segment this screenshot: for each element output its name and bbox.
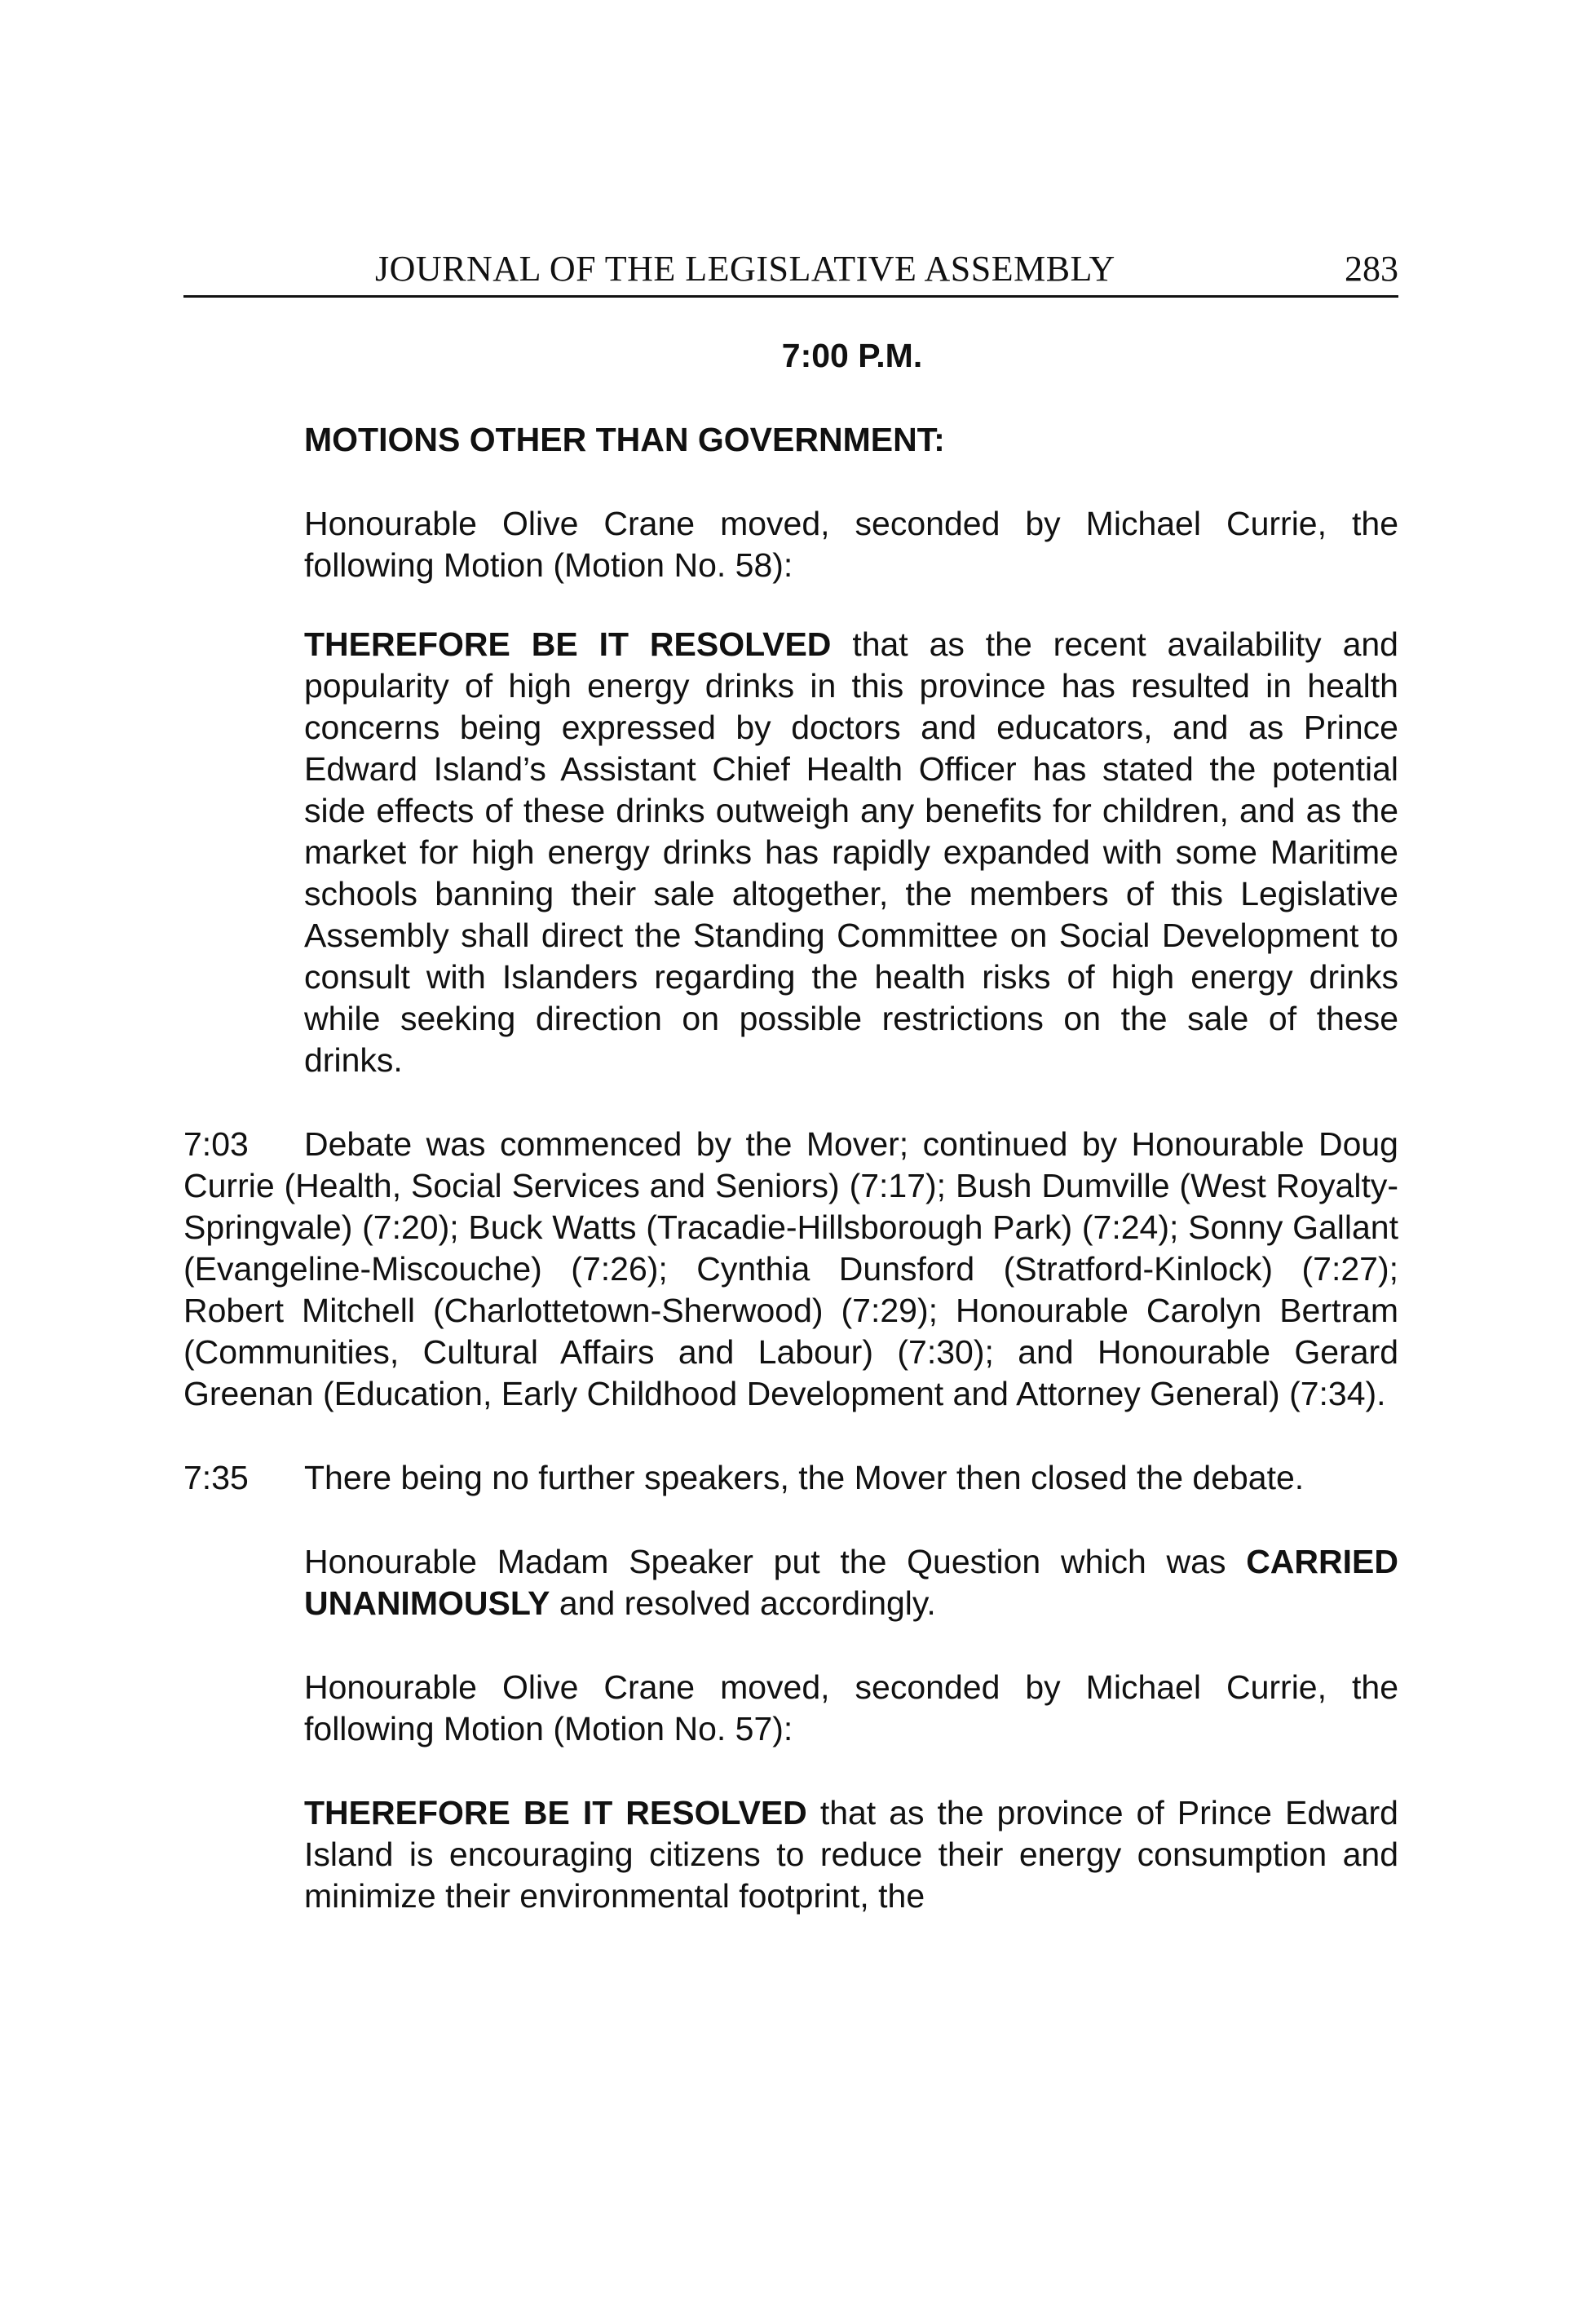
motion-58-resolved-text: that as the recent availability and popularity of high energy drinks in this province has resulted in health concerns being expressed by doctors and educators, and as Prince Edward Island’s Assistant Chief Health Officer has stated the potential side effects of these drinks outweigh any benefits for children, and as the market for high energy drinks has rapidly expanded with some Maritime schools banning their sale altogether, the members of this Legislative Assembly shall direct the Standing Committee on Social Development to consult with Islanders regarding the health risks of high energy drinks while seeking direction on possible restrictions on the sale of these drinks. — [304, 625, 1398, 1079]
motion-57-resolved-text: that as the province of Prince Edward Island is encouraging citizens to reduce their energy consumption and minimize their environmental footprint, the — [304, 1794, 1398, 1915]
motion-58-intro: Honourable Olive Crane moved, seconded by Michael Currie, the following Motion (Motion No. 58): — [304, 505, 1398, 584]
journal-content — [183, 335, 1398, 1917]
question-after: and resolved accordingly. — [550, 1584, 936, 1622]
motion-57-resolved-label: THEREFORE BE IT RESOLVED — [304, 1794, 807, 1831]
debate-entry — [183, 1124, 1398, 1415]
motion-57-intro: Honourable Olive Crane moved, seconded by Michael Currie, the following Motion (Motion No. 57): — [304, 1668, 1398, 1747]
closing-time: 7:35 — [183, 1459, 249, 1496]
section-heading: MOTIONS OTHER THAN GOVERNMENT: — [304, 421, 945, 458]
motion-58-resolution — [304, 624, 1398, 1081]
journal-page — [183, 245, 1398, 1917]
closing-entry — [183, 1457, 1398, 1499]
motion-58-resolved-label: THEREFORE BE IT RESOLVED — [304, 625, 832, 663]
debate-text: Debate was commenced by the Mover; continued by Honourable Doug Currie (Health, Social Services and Seniors) (7:17); Bush Dumville (West Royalty-Springvale) (7:20); Buck Watts (Tracadie-Hillsborough Park) (7:24); Sonny Gallant (Evangeline-Miscouche) (7:26); Cynthia Dunsford (Stratford-Kinlock) (7:27); Robert Mitchell (Charlottetown-Sherwood) (7:29); Honourable Carolyn Bertram (Communities, Cultural Affairs and Labour) (7:30); and Honourable Gerard Greenan (Education, Early Childhood Development and Attorney General) (7:34). — [183, 1125, 1398, 1412]
debate-time: 7:03 — [183, 1125, 249, 1163]
question-result — [304, 1541, 1398, 1624]
page-number: 283 — [1345, 249, 1398, 289]
time-heading: 7:00 P.M. — [781, 337, 923, 374]
closing-text: There being no further speakers, the Mover then closed the debate. — [304, 1459, 1305, 1496]
page-header — [183, 245, 1398, 298]
question-before: Honourable Madam Speaker put the Question which was — [304, 1543, 1247, 1580]
motion-57-resolution — [304, 1792, 1398, 1917]
journal-title: JOURNAL OF THE LEGISLATIVE ASSEMBLY — [375, 249, 1115, 289]
question-result-label: CARRIED UNANIMOUSLY — [304, 1543, 1398, 1622]
